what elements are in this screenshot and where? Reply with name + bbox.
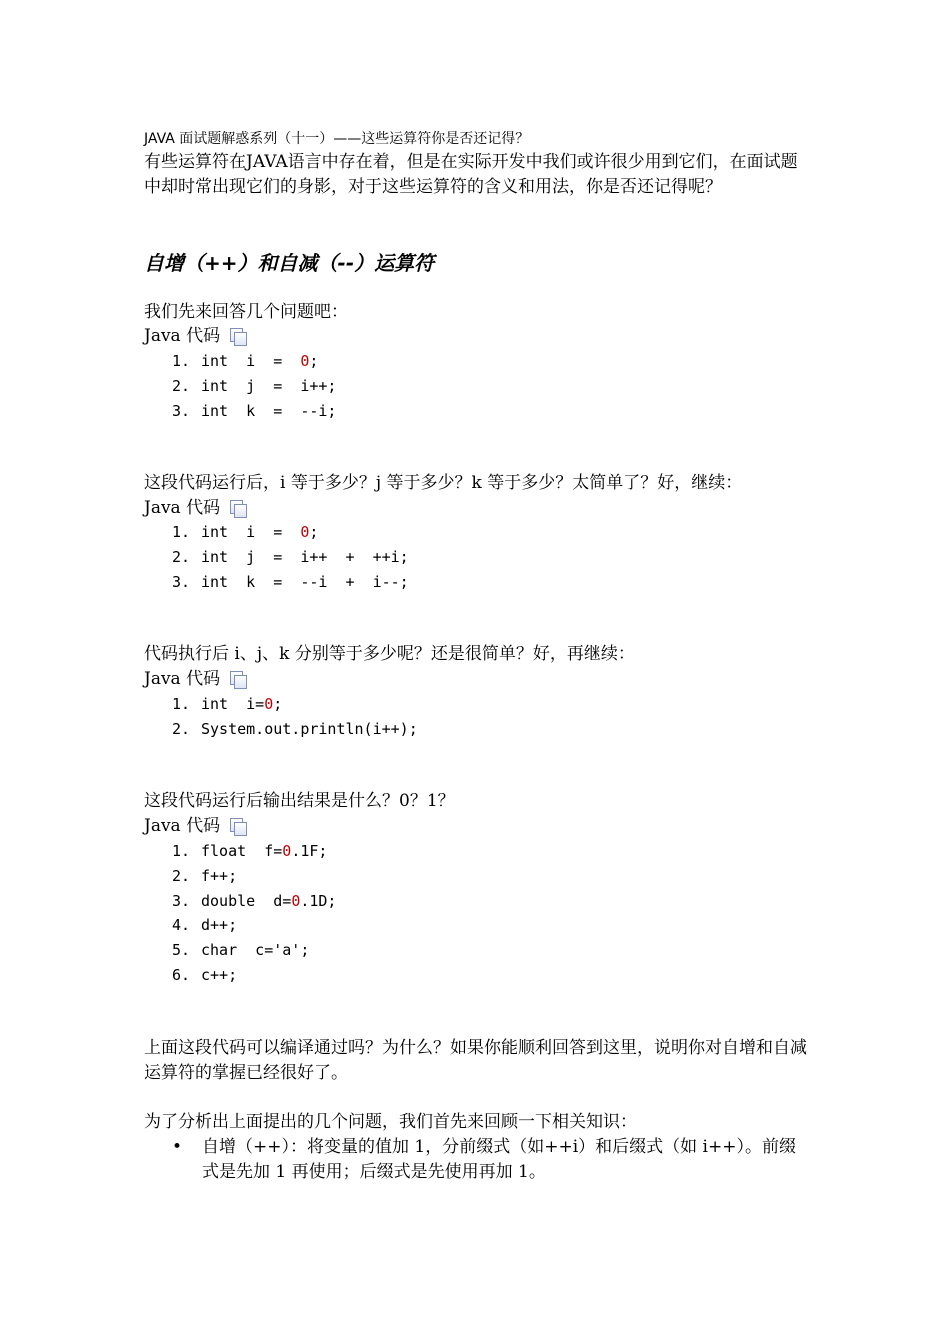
document-title: JAVA 面试题解惑系列（十一）——这些运算符你是否还记得？ <box>144 131 530 147</box>
code-block-1 <box>172 349 336 423</box>
code-label-text: Java 代码 <box>144 498 221 518</box>
line-number: 3. <box>172 891 191 910</box>
copy-icon[interactable] <box>228 499 248 517</box>
question-3: 这段代码运行后输出结果是什么？0？1？ <box>144 791 455 811</box>
bullet-text: 自增（++）：将变量的值加 1，分前缀式（如++i）和后缀式（如 i++）。前缀式是先加 1 再使用；后缀式是先使用再加 1。 <box>202 1137 796 1182</box>
line-number: 2. <box>172 719 191 738</box>
code-block-2 <box>172 520 409 594</box>
code-block-label <box>144 496 248 520</box>
line-number: 4. <box>172 916 191 935</box>
line-number: 2. <box>172 547 191 566</box>
code-line <box>172 913 336 938</box>
code-label-text: Java 代码 <box>144 669 221 689</box>
code-block-label <box>144 324 248 348</box>
code-block-3 <box>172 692 418 742</box>
code-number-literal: 0 <box>282 842 292 860</box>
code-text: int i = <box>201 352 301 370</box>
code-text: c++; <box>201 965 238 984</box>
question-4: 上面这段代码可以编译通过吗？为什么？如果你能顺利回答到这里，说明你对自增和自减运算符的掌握已经很好了。 <box>144 1038 807 1083</box>
code-text: System.out.println(i++); <box>201 719 418 738</box>
code-text: d++; <box>201 916 238 935</box>
code-line <box>172 349 336 374</box>
code-text: int i= <box>201 695 265 713</box>
knowledge-bullet-list <box>172 1135 810 1185</box>
questions-intro: 我们先来回答几个问题吧： <box>144 302 348 322</box>
code-line <box>172 374 336 399</box>
intro-paragraph: 有些运算符在JAVA语言中存在着，但是在实际开发中我们或许很少用到它们，在面试题中却时常出现它们的身影，对于这些运算符的含义和用法，你是否还记得呢？ <box>144 152 798 197</box>
copy-icon[interactable] <box>228 327 248 345</box>
line-number: 1. <box>172 842 191 860</box>
code-text: int j = i++; <box>201 376 337 395</box>
code-text: int i = <box>201 523 301 541</box>
code-line <box>172 717 418 742</box>
code-line <box>172 520 409 545</box>
line-number: 1. <box>172 523 191 541</box>
line-number: 1. <box>172 695 191 713</box>
code-text: int j = i++ + ++i; <box>201 547 409 566</box>
code-text: int k = --i; <box>201 401 337 420</box>
code-number-literal: 0 <box>300 523 310 541</box>
line-number: 2. <box>172 376 191 395</box>
code-label-text: Java 代码 <box>144 816 221 836</box>
line-number: 3. <box>172 401 191 420</box>
line-number: 5. <box>172 941 191 960</box>
code-number-literal: 0 <box>300 352 310 370</box>
code-line <box>172 938 336 963</box>
question-2: 代码执行后 i、j、k 分别等于多少呢？还是很简单？好，再继续： <box>144 644 635 664</box>
code-line <box>172 839 336 864</box>
review-intro: 为了分析出上面提出的几个问题，我们首先来回顾一下相关知识： <box>144 1112 637 1132</box>
code-block-label <box>144 814 248 838</box>
copy-icon[interactable] <box>228 817 248 835</box>
code-text: .1F; <box>291 842 328 860</box>
code-text: .1D; <box>300 891 337 910</box>
code-block-label <box>144 667 248 691</box>
copy-icon[interactable] <box>228 670 248 688</box>
code-text: ; <box>309 523 319 541</box>
question-1: 这段代码运行后，i 等于多少？j 等于多少？k 等于多少？太简单了？好，继续： <box>144 473 743 493</box>
line-number: 2. <box>172 866 191 885</box>
code-line <box>172 963 336 988</box>
code-text: f++; <box>201 866 238 885</box>
code-line <box>172 864 336 889</box>
section-heading: 自增（++）和自减（--）运算符 <box>144 251 435 275</box>
code-text: ; <box>273 695 283 713</box>
code-text: double d= <box>201 891 292 910</box>
code-number-literal: 0 <box>264 695 274 713</box>
code-line <box>172 399 336 424</box>
code-number-literal: 0 <box>291 891 301 910</box>
bullet-item <box>172 1135 810 1185</box>
line-number: 1. <box>172 352 191 370</box>
code-line <box>172 545 409 570</box>
code-line <box>172 692 418 717</box>
code-line <box>172 889 336 914</box>
bullet-marker: • <box>172 1137 183 1157</box>
code-line <box>172 570 409 595</box>
code-text: int k = --i + i--; <box>201 572 409 591</box>
code-text: char c='a'; <box>201 941 310 960</box>
line-number: 3. <box>172 572 191 591</box>
code-block-4 <box>172 839 336 988</box>
code-label-text: Java 代码 <box>144 326 221 346</box>
code-text: float f= <box>201 842 283 860</box>
code-text: ; <box>309 352 319 370</box>
line-number: 6. <box>172 965 191 984</box>
